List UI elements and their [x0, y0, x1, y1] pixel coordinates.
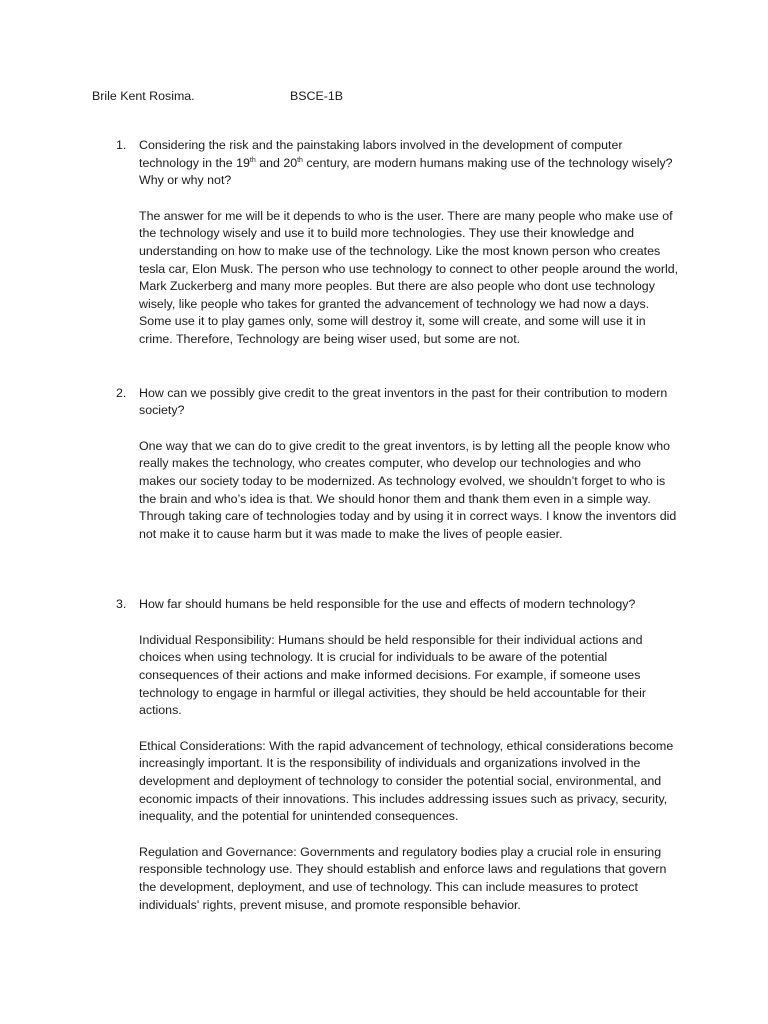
document-header [92, 88, 768, 106]
question-item-3 [116, 596, 679, 914]
question-text-part: century, are modern humans making use of the technology wisely? Why or why not? [139, 155, 673, 188]
answer-block [139, 632, 679, 914]
question-number: 1. [116, 138, 127, 152]
question-item-1 [116, 137, 679, 349]
question-item-2 [116, 385, 679, 544]
question-text: How far should humans be held responsible for the use and effects of modern technology? [139, 597, 636, 612]
superscript: th [297, 156, 303, 164]
question-number: 3. [116, 597, 127, 612]
question-text: How can we possibly give credit to the great inventors in the past for their contribution to modern society? [139, 385, 668, 418]
question-text [139, 137, 679, 190]
student-name: Brile Kent Rosima. [92, 89, 195, 103]
question-number: 2. [116, 385, 127, 400]
question-text-part: and 20 [255, 155, 298, 170]
course-code: BSCE-1B [290, 89, 344, 103]
answer-paragraph-ethical: Ethical Considerations: With the rapid advancement of technology, ethical considerations become increasingly important. It is the responsibility of individuals and organizations involved in the development and deployment of technology to consider the potential social, environmental, and economic impacts of their innovations. This includes addressing issues such as privacy, security, inequality, and the potential for unintended consequences. [139, 738, 674, 824]
superscript: th [249, 156, 256, 164]
answer-paragraph-regulation: Regulation and Governance: Governments and regulatory bodies play a crucial role in ensuring responsible technology use. They should establish and enforce laws and regulations that govern the development, deployment, and use of technology. This can include measures to protect individuals' rights, prevent misuse, and promote responsible behavior. [139, 844, 667, 912]
question-list [0, 137, 768, 914]
answer-paragraph: One way that we can do to give credit to the great inventors, is by letting all the people know who really makes the technology, who creates computer, who develop our technologies and who makes our society today to be modernized. As technology evolved, we shouldn’t forget to who is the brain and who’s idea is that. We should honor them and thank them even in a simple way. Through taking care of technologies today and by using it in correct ways. I know the inventors did not make it to cause harm but it was made to make the lives of people easier. [139, 438, 677, 541]
answer-paragraph-individual: Individual Responsibility: Humans should be held responsible for their individual actions and choices when using technology. It is crucial for individuals to be aware of the potential consequences of their actions and make informed decisions. For example, if someone uses technology to engage in harmful or illegal activities, they should be held accountable for their actions. [139, 632, 646, 718]
answer-paragraph: The answer for me will be it depends to who is the user. There are many people who make use of the technology wisely and use it to build more technologies. They use their knowledge and understanding on how to make use of the technology. Like the most known person who creates tesla car, Elon Musk. The person who use technology to connect to other people around the world, Mark Zuckerberg and many more peoples. But there are also people who dont use technology wisely, like people who takes for granted the advancement of technology we had now a days. Some use it to play games only, some will destroy it, some will create, and some will use it in crime. Therefore, Technology are being wiser used, but some are not. [139, 208, 679, 346]
answer-block [139, 208, 679, 349]
answer-block [139, 438, 679, 544]
question-text-part: Considering the risk and the painstaking labors involved in the development of computer technology in the 19 [139, 138, 623, 170]
